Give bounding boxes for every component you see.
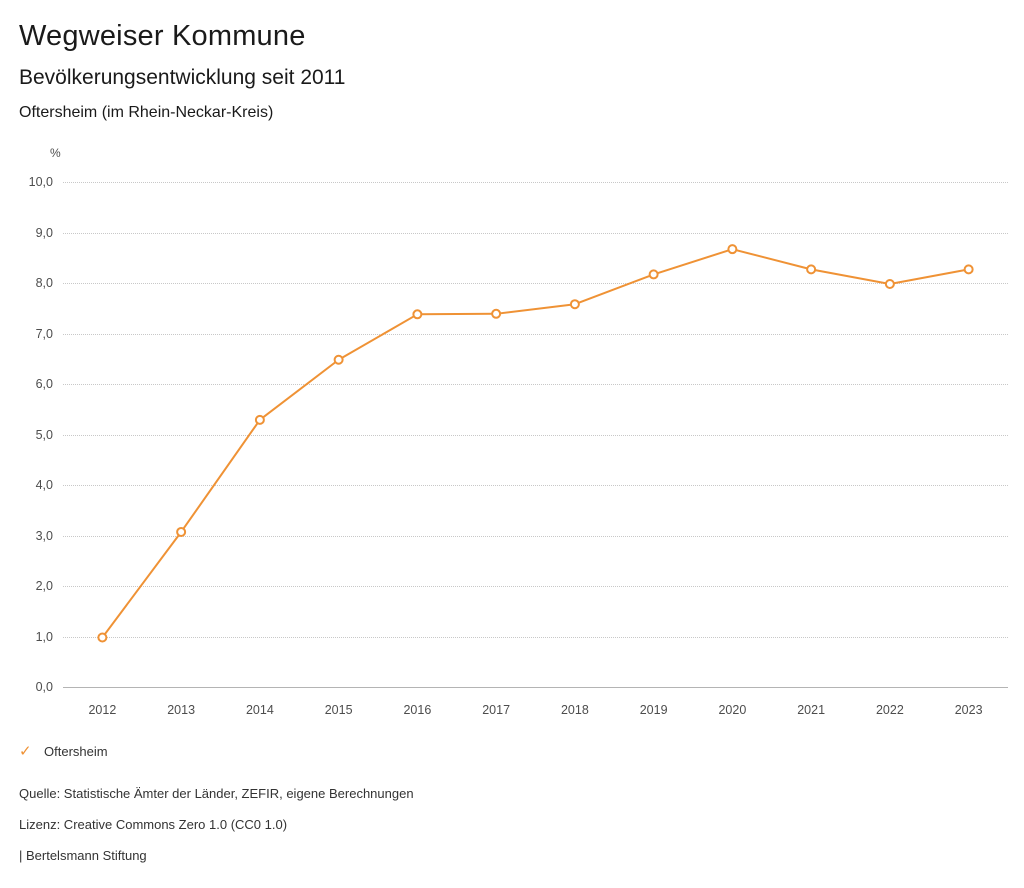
page-title: Wegweiser Kommune (19, 20, 306, 52)
data-point[interactable] (650, 270, 658, 278)
check-icon: ✓ (19, 743, 32, 760)
data-point[interactable] (571, 300, 579, 308)
y-axis-tick-label: 2,0 (35, 579, 53, 593)
y-axis-labels (0, 175, 63, 694)
y-axis-tick-label: 8,0 (35, 276, 53, 290)
plot-area (63, 182, 1008, 687)
y-axis-tick-label: 0,0 (35, 680, 53, 694)
data-point[interactable] (98, 634, 106, 642)
series-path (102, 249, 968, 637)
series-line-oftersheim (63, 182, 1008, 687)
y-axis-tick-label: 1,0 (35, 629, 53, 644)
data-point[interactable] (413, 310, 421, 318)
x-axis-tick-label: 2021 (797, 703, 826, 717)
legend-item-label: Oftersheim (44, 744, 108, 759)
data-point[interactable] (177, 528, 185, 536)
legend[interactable] (19, 744, 108, 759)
chart-region-label: Oftersheim (im Rhein-Neckar-Kreis) (19, 104, 274, 121)
publisher-note: | Bertelsmann Stiftung (19, 848, 147, 863)
x-axis-tick-label: 2014 (245, 703, 274, 717)
data-point[interactable] (728, 245, 736, 253)
data-point[interactable] (335, 356, 343, 364)
x-axis-labels (63, 703, 1008, 723)
x-axis-tick-label: 2013 (167, 703, 196, 717)
x-axis-tick-label: 2023 (954, 703, 983, 717)
x-axis-tick-label: 2018 (560, 703, 589, 717)
source-note: Quelle: Statistische Ämter der Länder, ZEFIR, eigene Berechnungen (19, 786, 414, 801)
data-point[interactable] (492, 310, 500, 318)
x-axis-tick-label: 2017 (482, 703, 511, 717)
data-point[interactable] (807, 265, 815, 273)
y-axis-unit-label: % (50, 146, 61, 160)
x-axis-tick-label: 2015 (324, 703, 353, 717)
y-axis-tick-label: 6,0 (35, 377, 53, 391)
y-axis-tick-label: 10,0 (28, 175, 53, 189)
data-point[interactable] (965, 265, 973, 273)
y-axis-tick-label: 3,0 (35, 528, 53, 543)
y-axis-tick-label: 4,0 (35, 478, 53, 492)
x-axis-tick-label: 2022 (875, 703, 904, 717)
license-note: Lizenz: Creative Commons Zero 1.0 (CC0 1.0) (19, 817, 288, 832)
x-axis-tick-label: 2016 (403, 703, 432, 717)
y-axis-tick-label: 5,0 (35, 427, 53, 442)
data-point[interactable] (256, 416, 264, 424)
y-axis-tick-label: 7,0 (35, 326, 53, 341)
y-axis-tick-label: 9,0 (35, 225, 53, 240)
gridline (63, 687, 1008, 688)
x-axis-tick-label: 2019 (639, 703, 668, 717)
data-point[interactable] (886, 280, 894, 288)
chart-subtitle: Bevölkerungsentwicklung seit 2011 (19, 66, 346, 89)
x-axis-tick-label: 2012 (88, 703, 117, 717)
x-axis-tick-label: 2020 (718, 703, 747, 717)
